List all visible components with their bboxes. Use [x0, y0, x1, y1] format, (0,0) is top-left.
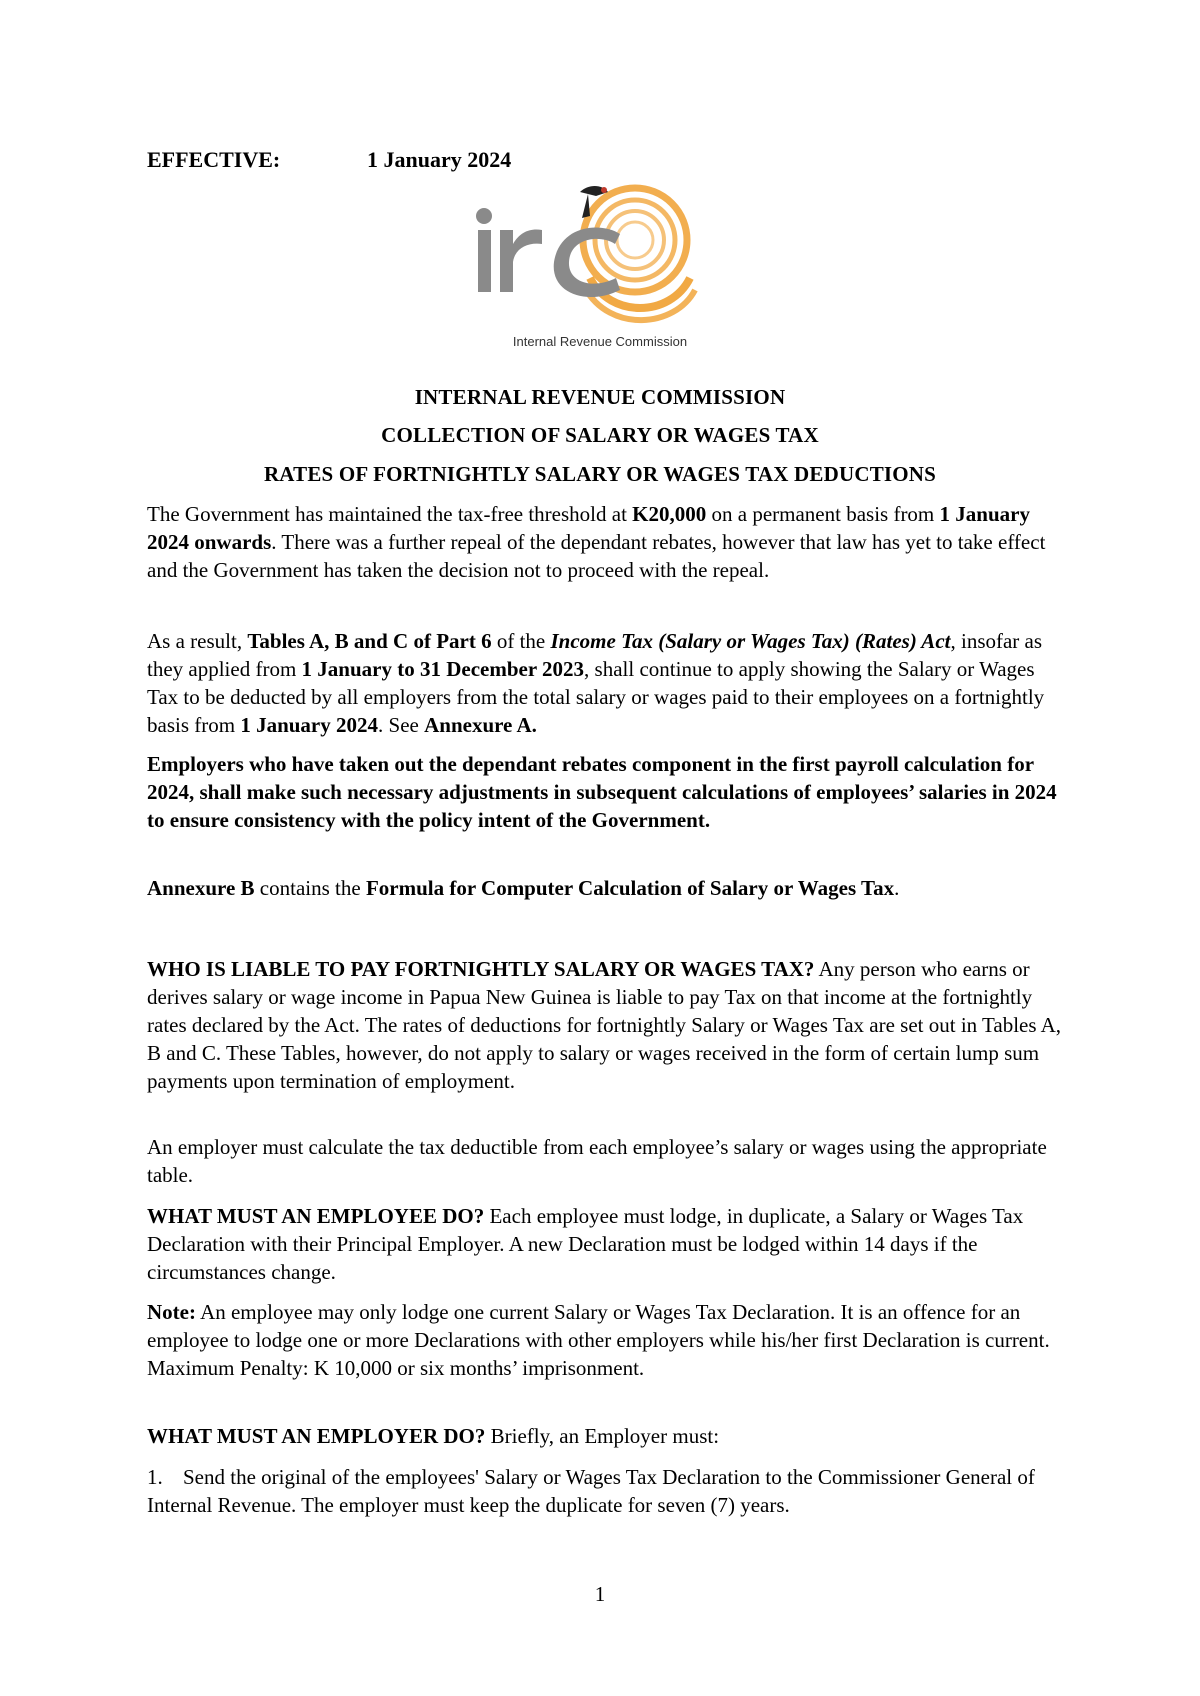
paragraph-annexure-b: Annexure B contains the Formula for Computer Calculation of Salary or Wages Tax.	[147, 876, 900, 900]
paragraph-employers-adjustment: Employers who have taken out the dependant rebates component in the first payroll calculation for 2024, shall make such necessary adjustments in subsequent calculations of employees’ salaries in 2024 to ensure consistency with the policy intent of the Government.	[147, 752, 1057, 832]
paragraph-employer-duty: WHAT MUST AN EMPLOYER DO? Briefly, an Employer must:	[147, 1424, 720, 1448]
list-item-1: 1. Send the original of the employees' Salary or Wages Tax Declaration to the Commissioner General of Internal Revenue. The employer must keep the duplicate for seven (7) years.	[147, 1465, 1035, 1517]
paragraph-tables: As a result, Tables A, B and C of Part 6 of the Income Tax (Salary or Wages Tax) (Rates) Act, insofar as they applied from 1 January to 31 December 2023, shall continue to apply showing the Salary or Wages Tax to be deducted by all employers from the total salary or wages paid to their employees on a fortnightly basis from 1 January 2024. See Annexure A.	[147, 629, 1045, 737]
effective-line	[147, 147, 512, 173]
heading-rates: RATES OF FORTNIGHTLY SALARY OR WAGES TAX DEDUCTIONS	[263, 462, 937, 486]
effective-date: 1 January 2024	[367, 147, 512, 172]
paragraph-employee-duty: WHAT MUST AN EMPLOYEE DO? Each employee must lodge, in duplicate, a Salary or Wages Tax Declaration with their Principal Employer. A new Declaration must be lodged within 14 days if the circumstances change.	[147, 1204, 1024, 1284]
irc-logo	[470, 178, 730, 353]
paragraph-who-is-liable: WHO IS LIABLE TO PAY FORTNIGHTLY SALARY OR WAGES TAX? Any person who earns or derives salary or wage income in Papua New Guinea is liable to pay Tax on that income at the fortnightly rates declared by the Act. The rates of deductions for fortnightly Salary or Wages Tax are set out in Tables A, B and C. These Tables, however, do not apply to salary or wages received in the form of certain lump sum payments upon termination of employment.	[147, 957, 1062, 1093]
paragraph-threshold: The Government has maintained the tax-free threshold at K20,000 on a permanent basis from 1 January 2024 onwards. There was a further repeal of the dependant rebates, however that law has yet to take effect and the Government has taken the decision not to proceed with the repeal.	[147, 502, 1046, 582]
heading-collection: COLLECTION OF SALARY OR WAGES TAX	[381, 423, 819, 447]
paragraph-note: Note: An employee may only lodge one current Salary or Wages Tax Declaration. It is an offence for an employee to lodge one or more Declarations with other employers while his/her first Declaration is current. Maximum Penalty: K 10,000 or six months’ imprisonment.	[147, 1300, 1050, 1380]
logo-swirl	[583, 188, 695, 320]
heading-commission: INTERNAL REVENUE COMMISSION	[414, 385, 786, 409]
page-number: 1	[594, 1582, 606, 1606]
effective-label: EFFECTIVE:	[147, 147, 281, 172]
paragraph-employer-calc: An employer must calculate the tax deductible from each employee’s salary or wages using the appropriate table.	[147, 1135, 1047, 1187]
logo-caption: Internal Revenue Commission	[512, 334, 688, 349]
